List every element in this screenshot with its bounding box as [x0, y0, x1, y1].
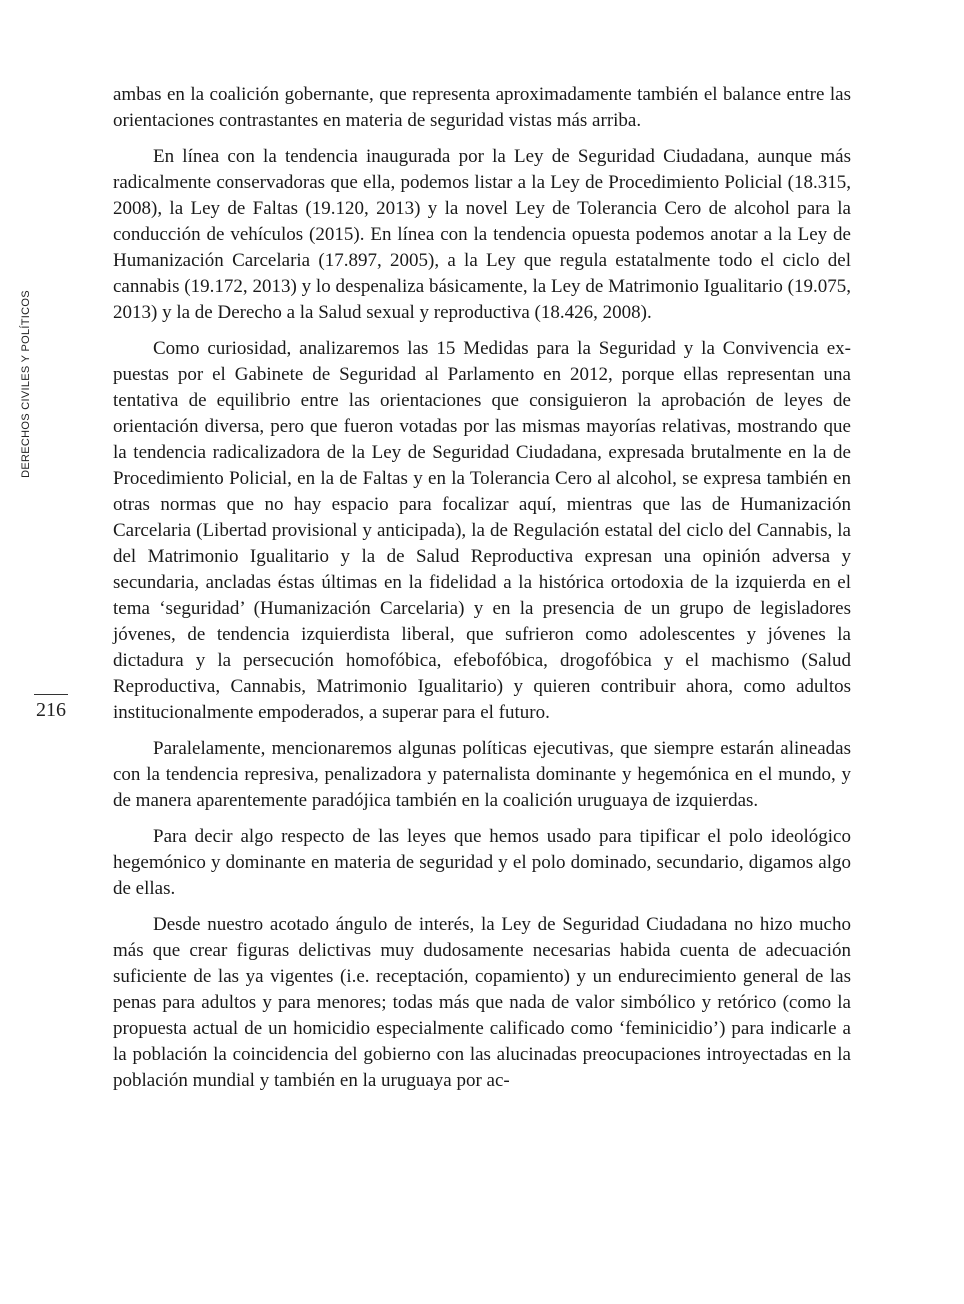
page-number-rule: [34, 694, 68, 695]
paragraph-ley-seguridad-ciudadana: Desde nuestro acotado ángulo de interés, la Ley de Seguridad Ciudadana no hizo mucho más que crear figuras delictivas muy dudosamente necesarias habida cuenta de adecuación suficiente de las ya vigentes (i.e. receptación, copamiento) y un endurecimiento general de las penas para adultos y para menores; todas más que nada de valor simbólico y retórico (como la propuesta actual de un homicidio especialmente calificado como ‘feminicidio’) para indicarle a la población la coincidencia del gobierno con las alucinadas preocupaciones introyectadas en la población mundial y también en la uruguaya por ac-: [113, 914, 851, 1091]
paragraph-tipificar-polo: Para decir algo respecto de las leyes que hemos usado para tipificar el polo ideológico hegemónico y dominante en materia de seguridad y el polo dominado, secundario, digamos algo de ellas.: [113, 826, 851, 899]
paragraph-15-medidas: Como curiosidad, analizaremos las 15 Medidas para la Seguridad y la Convivencia expuestas por el Gabinete de Seguridad al Parlamento en 2012, porque ellas representan una tentativa de equilibrio entre las orientaciones que consiguieron la aprobación de leyes de orientación diversa, pero que fueron votadas por las mismas mayorías relativas, mostrando que la tendencia radicalizadora de la Ley de Seguridad Ciudadana, expresada brutalmente en la de Procedimiento Policial, en la de Faltas y en la Tolerancia Cero al alcohol, se expresa también en otras normas que no hay espacio para focalizar aquí, mientras que las de Humanización Carcelaria (Libertad provisional y anticipada), la de Regulación estatal del ciclo del Cannabis, la del Matrimonio Igualitario y la de Salud Reproductiva expresan una opinión adversa y secundaria, ancladas éstas últimas en la fidelidad a la histórica ortodoxia de la izquierda en el tema ‘seguridad’ (Humanización Carcelaria) y en la presencia de un grupo de legisladores jóvenes, de tendencia izquierdista liberal, que sufrieron como adolescentes y jóvenes la dictadura y la persecución homofóbica, efebofóbica, drogofóbica y el machismo (Salud Reproductiva, Cannabis, Matrimonio Igualitario) y quieren contribuir ahora, como adultos institucionalmente empoderados, a superar para el futuro.: [113, 338, 851, 723]
body-text: [113, 82, 851, 1104]
paragraph-laws-list: En línea con la tendencia inaugurada por la Ley de Seguridad Ciudadana, aunque más radicalmente conservadoras que ella, podemos listar a la Ley de Procedimiento Policial (18.315, 2008), la Ley de Faltas (19.120, 2013) y la novel Ley de Tolerancia Cero de alcohol para la conducción de vehículos (2015). En línea con la tendencia opuesta podemos anotar a la Ley de Humanización Carcelaria (17.897, 2005), a la Ley que regula estatalmente todo el ciclo del cannabis (19.172, 2013) y lo despenaliza básicamente, la Ley de Matrimonio Igualitario (19.075, 2013) y la de Derecho a la Salud sexual y reproductiva (18.426, 2008).: [113, 146, 851, 323]
page-number: 216: [36, 699, 66, 721]
paragraph-continuation: ambas en la coalición gobernante, que representa aproximadamente también el balance entre las orientaciones contrastantes en materia de seguridad vistas más arriba.: [113, 84, 851, 131]
running-head: DERECHOS CIVILES Y POLÍTICOS: [20, 290, 32, 478]
paragraph-politicas-ejecutivas: Paralelamente, mencionaremos algunas políticas ejecutivas, que siempre estarán alineadas con la tendencia represiva, penalizadora y paternalista dominante y hegemónica en el mundo, y de manera aparentemente paradójica también en la coalición uruguaya de izquierdas.: [113, 738, 851, 811]
